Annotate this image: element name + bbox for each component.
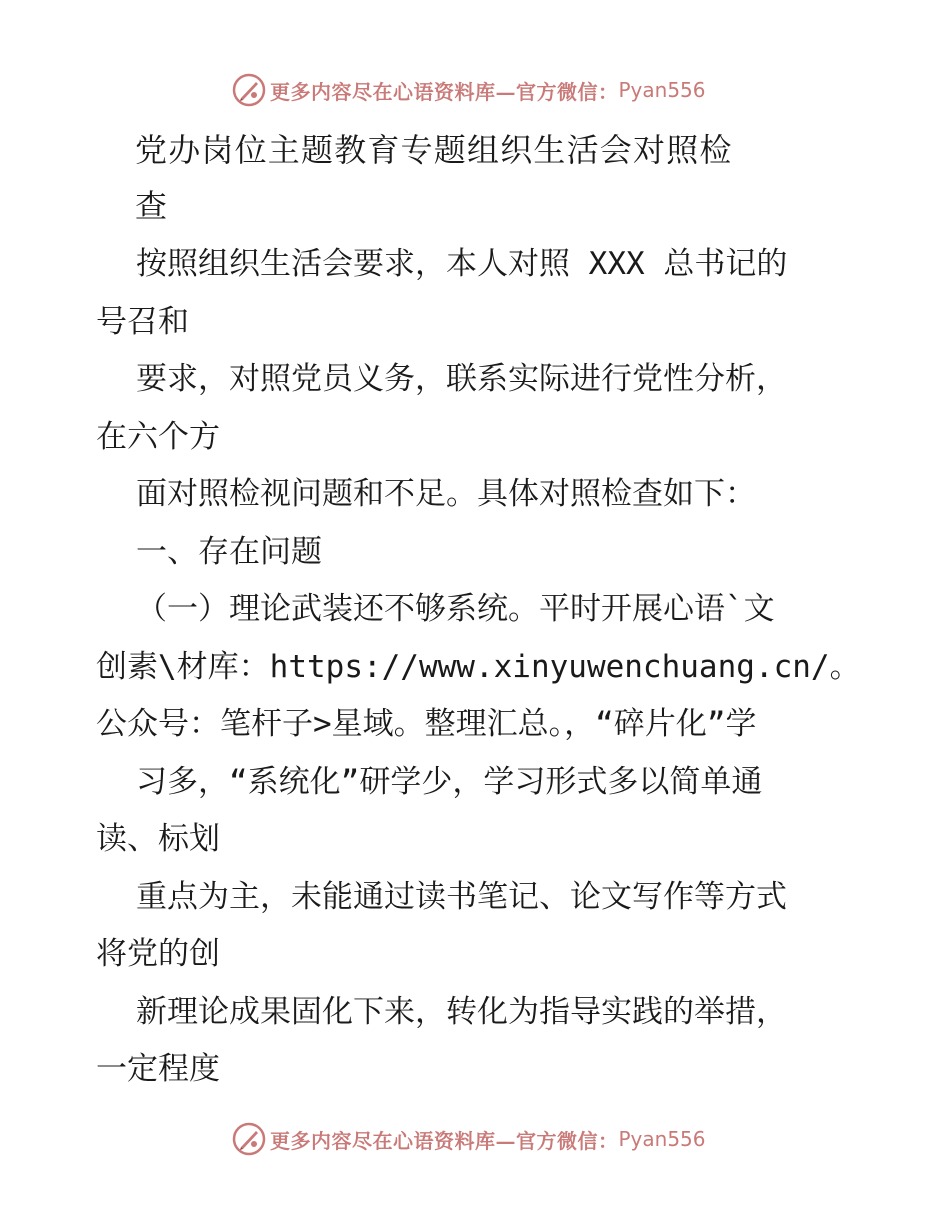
- body-line: 习多，“系统化”研学少，学习形式多以简单通: [136, 763, 763, 800]
- watermark-banner-bottom: [232, 1119, 706, 1159]
- red-quill-logo-icon: [232, 73, 266, 107]
- body-line: 面对照检视问题和不足。具体对照检查如下：: [136, 476, 756, 512]
- body-line: 要求，对照党员义务，联系实际进行党性分析，: [136, 361, 787, 397]
- section-heading: 一、存在问题: [136, 533, 322, 570]
- body-line: 将党的创: [96, 936, 220, 972]
- body-line: 重点为主，未能通过读书笔记、论文写作等方式: [136, 878, 787, 915]
- document-body: [96, 236, 886, 1099]
- body-line: 创素\材库：https://www.xinyuwenchuang.cn/。: [96, 648, 861, 685]
- body-line: 号召和: [96, 303, 189, 340]
- watermark-text: 更多内容尽在心语资料库—官方微信：: [270, 79, 619, 104]
- title-line: 查: [135, 187, 169, 225]
- body-line: 在六个方: [96, 418, 220, 455]
- red-quill-logo-icon: [232, 1122, 266, 1156]
- title-line: 党办岗位主题教育专题组织生活会对照检: [135, 131, 733, 169]
- subsection-heading: （一）理论武装还不够系统。平时开展心语`文: [136, 591, 775, 627]
- document-title: [135, 122, 795, 234]
- watermark-wechat-id: Pyan556: [618, 78, 706, 102]
- body-line: 按照组织生活会要求，本人对照 XXX 总书记的: [136, 246, 788, 282]
- body-line: 一定程度: [96, 1051, 220, 1087]
- body-line: 读、标划: [96, 821, 220, 857]
- body-line: 公众号：笔杆子>星域。整理汇总。，“碎片化”学: [96, 706, 757, 742]
- watermark-wechat-id: Pyan556: [618, 1127, 706, 1151]
- body-line: 新理论成果固化下来，转化为指导实践的举措，: [136, 993, 787, 1030]
- watermark-text: 更多内容尽在心语资料库—官方微信：: [270, 1128, 619, 1153]
- watermark-banner-top: [232, 70, 706, 110]
